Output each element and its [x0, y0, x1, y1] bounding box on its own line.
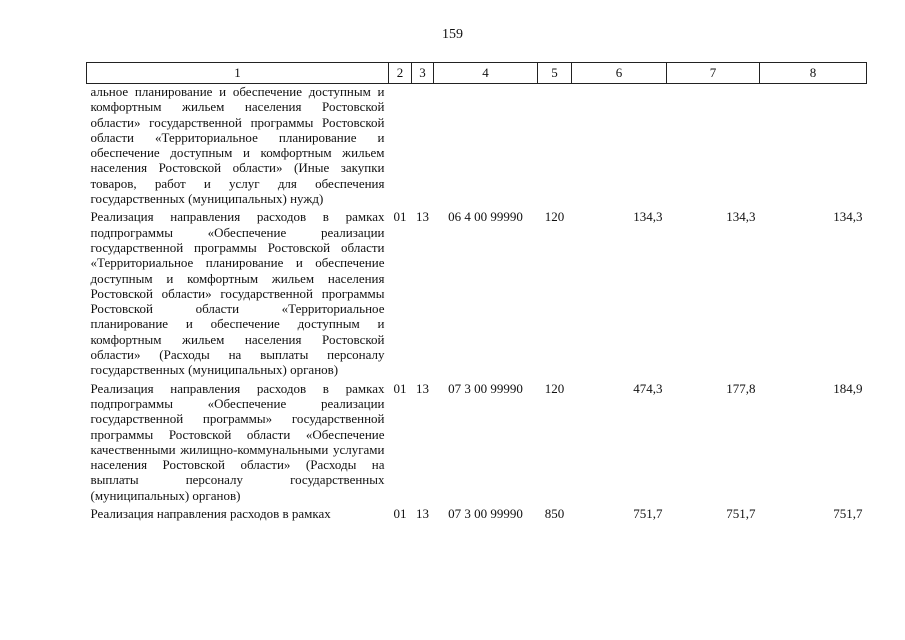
- row-expense-type: 850: [544, 506, 565, 522]
- row-amount-col6: 751,7: [633, 506, 663, 522]
- row-section: 01: [393, 380, 407, 396]
- row-target-article: 07 3 00 99990: [448, 506, 523, 522]
- row-amount-col7: 751,7: [726, 506, 756, 522]
- row-target-article: 07 3 00 99990: [448, 380, 523, 396]
- table-row: [87, 206, 867, 377]
- row-subsection: [412, 84, 434, 207]
- header-col-6: 6: [572, 63, 667, 84]
- row-description: Реализация направления расходов в рамках подпрограммы «Обеспечение реализации государственной программы Ростовской области «Территориальное планирование и обеспечение доступным и комфортным жильем населения Ростовской области» государственной программы Ростовской области «Территориальное планирование и обеспечение доступным и комфортным жильем населения Ростовской области» (Расходы на выплаты персоналу государственных (муниципальных) органов): [90, 209, 385, 378]
- table-row: [87, 503, 867, 521]
- row-amount-col8: 751,7: [833, 506, 863, 522]
- row-expense-type: 120: [544, 209, 565, 225]
- table-row: [87, 84, 867, 207]
- header-col-7: 7: [667, 63, 760, 84]
- header-row: [87, 63, 867, 84]
- row-target-article: [434, 84, 538, 207]
- row-target-article: 06 4 00 99990: [448, 209, 523, 225]
- row-amount-col7: 134,3: [726, 209, 756, 225]
- header-col-1: 1: [87, 63, 389, 84]
- table-row: [87, 378, 867, 503]
- row-description: альное планирование и обеспечение доступным и комфортным жильем населения Ростовской области» государственной программы Ростовской области «Территориальное планирование и обеспечение доступным и комфортным жильем населения Ростовской области» (Иные закупки товаров, работ и услуг для обеспечения государственных (муниципальных) нужд): [90, 84, 385, 207]
- budget-table: [86, 62, 867, 521]
- row-expense-type: [538, 84, 572, 207]
- row-section: 01: [393, 209, 407, 225]
- row-description: Реализация направления расходов в рамках подпрограммы «Обеспечение реализации государственной программы» государственной программы Ростовской области «Обеспечение качественными жилищно-коммунальными услугами населения Ростовской области» (Расходы на выплаты персоналу государственных (муниципальных) органов): [90, 380, 385, 503]
- row-amount-col7: 177,8: [726, 380, 756, 396]
- row-subsection: 13: [416, 380, 429, 396]
- row-amount-col7: [667, 84, 760, 207]
- row-subsection: 13: [416, 506, 429, 522]
- row-amount-col8: 184,9: [833, 380, 863, 396]
- row-amount-col8: 134,3: [833, 209, 863, 225]
- header-col-4: 4: [434, 63, 538, 84]
- row-amount-col6: [572, 84, 667, 207]
- page-number: 159: [442, 27, 463, 42]
- row-subsection: 13: [416, 209, 429, 225]
- row-section: 01: [393, 506, 407, 522]
- row-amount-col6: 474,3: [633, 380, 663, 396]
- row-section: [389, 84, 412, 207]
- row-description: Реализация направления расходов в рамках: [90, 506, 331, 522]
- header-col-5: 5: [538, 63, 572, 84]
- header-col-8: 8: [760, 63, 867, 84]
- header-col-2: 2: [389, 63, 412, 84]
- header-col-3: 3: [412, 63, 434, 84]
- row-expense-type: 120: [544, 380, 565, 396]
- row-amount-col6: 134,3: [633, 209, 663, 225]
- row-amount-col8: [760, 84, 867, 207]
